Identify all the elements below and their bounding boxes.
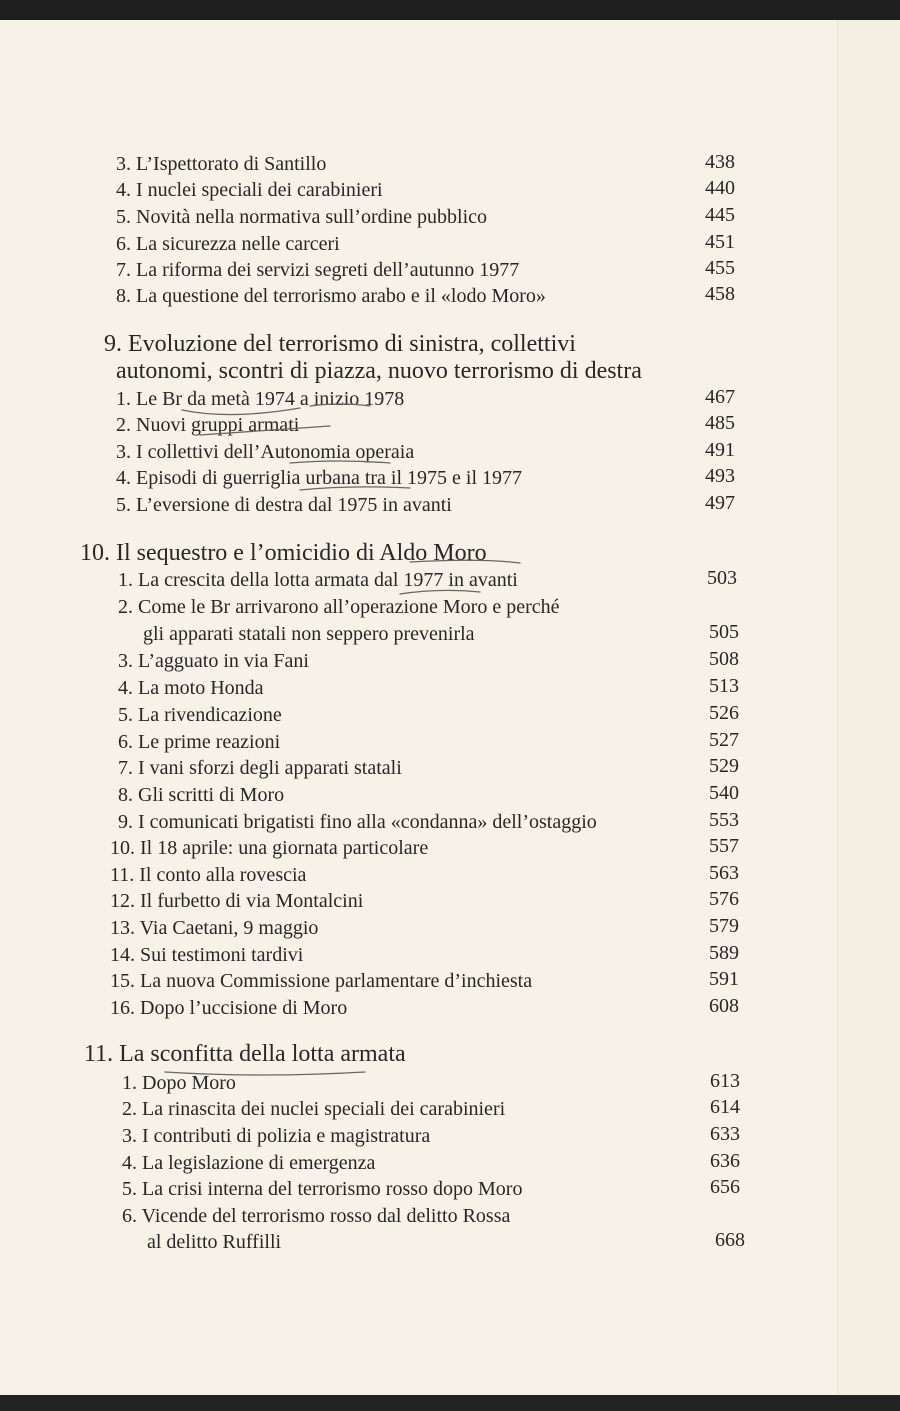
toc-entry: 13. Via Caetani, 9 maggio	[110, 917, 319, 939]
toc-entry: 4. La legislazione di emergenza	[122, 1152, 376, 1174]
page-number: 540	[709, 782, 739, 804]
toc-entry: 6. Le prime reazioni	[118, 731, 281, 753]
pencil-underline	[410, 560, 520, 563]
toc-entry-cont: gli apparati statali non seppero prevenirla	[143, 623, 475, 645]
toc-entry: 1. Le Br da metà 1974 a inizio 1978	[116, 388, 405, 410]
toc-entry: 14. Sui testimoni tardivi	[110, 944, 304, 966]
page-number: 493	[705, 465, 735, 487]
pencil-underline	[200, 426, 330, 435]
toc-entry: 6. Vicende del terrorismo rosso dal delitto Rossa	[122, 1205, 511, 1227]
toc-entry: 9. I comunicati brigatisti fino alla «condanna» dell’ostaggio	[118, 811, 597, 833]
toc-entry: 5. Novità nella normativa sull’ordine pubblico	[116, 206, 488, 228]
page-number: 563	[709, 862, 739, 884]
page-number: 458	[705, 283, 735, 305]
page-number: 529	[709, 755, 739, 777]
page-number: 608	[709, 995, 739, 1017]
toc-entry: 1. Dopo Moro	[122, 1072, 236, 1094]
pencil-underline	[310, 404, 370, 406]
page-number: 591	[709, 968, 739, 990]
chapter-11-title: 11. La sconfitta della lotta armata	[84, 1041, 406, 1067]
toc-entry: 12. Il furbetto di via Montalcini	[110, 890, 364, 912]
page-number: 485	[705, 412, 735, 434]
toc-entry: 6. La sicurezza nelle carceri	[116, 233, 340, 255]
toc-entry-cont: al delitto Ruffilli	[147, 1231, 282, 1253]
page-number: 440	[705, 177, 735, 199]
toc-entry: 3. I contributi di polizia e magistratura	[122, 1125, 431, 1147]
page-number: 451	[705, 231, 735, 253]
chapter-9-title: 9. Evoluzione del terrorismo di sinistra, collettivi	[104, 331, 576, 357]
page-number: 526	[709, 702, 739, 724]
toc-entry: 11. Il conto alla rovescia	[110, 864, 307, 886]
toc-entry: 4. I nuclei speciali dei carabinieri	[116, 179, 383, 201]
page-number: 576	[709, 888, 739, 910]
chapter-10-title: 10. Il sequestro e l’omicidio di Aldo Moro	[80, 540, 487, 566]
page-number: 557	[709, 835, 739, 857]
page-number: 553	[709, 809, 739, 831]
page-number: 491	[705, 439, 735, 461]
pencil-underline	[300, 487, 410, 490]
toc-entry: 3. I collettivi dell’Autonomia operaia	[116, 441, 415, 463]
toc-entry: 16. Dopo l’uccisione di Moro	[110, 997, 348, 1019]
toc-entry: 7. I vani sforzi degli apparati statali	[118, 757, 402, 779]
page-number: 636	[710, 1150, 740, 1172]
page-number: 513	[709, 675, 739, 697]
page-number: 668	[715, 1229, 745, 1251]
toc-entry: 10. Il 18 aprile: una giornata particolare	[110, 837, 429, 859]
page-number: 613	[710, 1070, 740, 1092]
pencil-underline	[400, 590, 480, 594]
toc-entry: 5. L’eversione di destra dal 1975 in avanti	[116, 494, 452, 516]
pencil-underline	[182, 408, 300, 415]
page-number: 579	[709, 915, 739, 937]
page-number: 503	[707, 567, 737, 589]
toc-entry: 3. L’Ispettorato di Santillo	[116, 153, 327, 175]
page-number: 505	[709, 621, 739, 643]
pencil-underline	[165, 1072, 365, 1075]
page-number: 508	[709, 648, 739, 670]
page-number: 445	[705, 204, 735, 226]
page-number: 633	[710, 1123, 740, 1145]
page-number: 589	[709, 942, 739, 964]
toc-entry: 1. La crescita della lotta armata dal 1977 in avanti	[118, 569, 518, 591]
toc-entry: 4. Episodi di guerriglia urbana tra il 1975 e il 1977	[116, 467, 523, 489]
toc-entry: 2. La rinascita dei nuclei speciali dei carabinieri	[122, 1098, 506, 1120]
toc-entry: 4. La moto Honda	[118, 677, 264, 699]
page-number: 467	[705, 386, 735, 408]
toc-entry: 2. Come le Br arrivarono all’operazione Moro e perché	[118, 596, 560, 618]
toc-entry: 8. La questione del terrorismo arabo e il «lodo Moro»	[116, 285, 546, 307]
toc-entry: 5. La crisi interna del terrorismo rosso dopo Moro	[122, 1178, 523, 1200]
toc-entry: 3. L’agguato in via Fani	[118, 650, 309, 672]
page-number: 438	[705, 151, 735, 173]
page-number: 614	[710, 1096, 740, 1118]
chapter-9-title-cont: autonomi, scontri di piazza, nuovo terrorismo di destra	[116, 358, 642, 384]
toc-entry: 15. La nuova Commissione parlamentare d’inchiesta	[110, 970, 533, 992]
page-number: 455	[705, 257, 735, 279]
toc-entry: 8. Gli scritti di Moro	[118, 784, 285, 806]
toc-entry: 2. Nuovi gruppi armati	[116, 414, 300, 436]
toc-entry: 7. La riforma dei servizi segreti dell’autunno 1977	[116, 259, 520, 281]
toc-entry: 5. La rivendicazione	[118, 704, 282, 726]
page-number: 497	[705, 492, 735, 514]
page-number: 527	[709, 729, 739, 751]
pencil-underline	[290, 461, 390, 463]
page-number: 656	[710, 1176, 740, 1198]
